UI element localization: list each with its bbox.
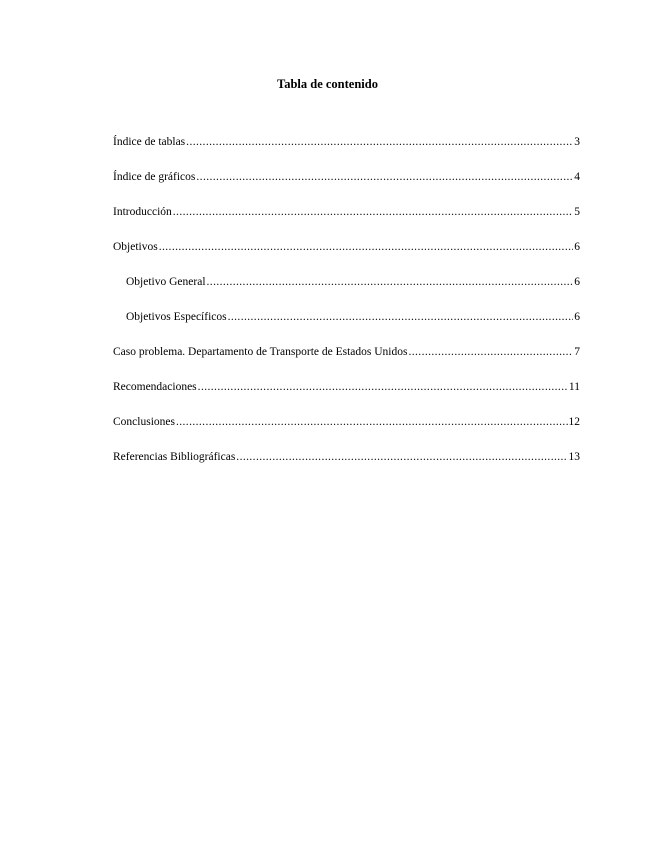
toc-entry-text: Índice de gráficos bbox=[113, 171, 196, 183]
toc-entry-page-number: 4 bbox=[574, 171, 580, 183]
toc-dot-leader bbox=[228, 309, 574, 325]
toc-entry-page-number: 6 bbox=[574, 311, 580, 323]
toc-entry-recomendaciones[interactable] bbox=[113, 379, 580, 414]
toc-dot-leader bbox=[176, 414, 568, 430]
toc-entry-text: Objetivos Específicos bbox=[126, 311, 227, 323]
toc-entry-text: Objetivos bbox=[113, 241, 158, 253]
toc-dot-leader bbox=[186, 134, 573, 150]
toc-dot-leader bbox=[159, 239, 574, 255]
toc-entry-text: Caso problema. Departamento de Transporte de Estados Unidos bbox=[113, 346, 408, 358]
toc-entry-page-number: 5 bbox=[574, 206, 580, 218]
toc-entry-text: Objetivo General bbox=[126, 276, 206, 288]
toc-entry-text: Recomendaciones bbox=[113, 381, 197, 393]
toc-entry-text: Índice de tablas bbox=[113, 136, 186, 148]
toc-dot-leader bbox=[207, 274, 574, 290]
toc-entry-text: Conclusiones bbox=[113, 416, 175, 428]
toc-dot-leader bbox=[196, 169, 573, 185]
toc-entry-referencias-bibliograficas[interactable] bbox=[113, 449, 580, 484]
toc-entry-conclusiones[interactable] bbox=[113, 414, 580, 449]
toc-entry-introduccion[interactable] bbox=[113, 204, 580, 239]
toc-entry-indice-de-graficos[interactable] bbox=[113, 169, 580, 204]
toc-dot-leader bbox=[236, 449, 567, 465]
toc-entry-text: Introducción bbox=[113, 206, 172, 218]
toc-entry-page-number: 11 bbox=[568, 381, 580, 393]
toc-entry-caso-problema[interactable] bbox=[113, 344, 580, 379]
toc-entry-page-number: 6 bbox=[574, 241, 580, 253]
toc-entry-indice-de-tablas[interactable] bbox=[113, 134, 580, 169]
toc-entry-objetivos-especificos[interactable] bbox=[113, 309, 580, 344]
toc-entry-text: Referencias Bibliográficas bbox=[113, 451, 236, 463]
toc-entry-page-number: 3 bbox=[574, 136, 580, 148]
toc-entry-objetivo-general[interactable] bbox=[113, 274, 580, 309]
toc-entry-page-number: 13 bbox=[568, 451, 580, 463]
toc-entry-page-number: 6 bbox=[574, 276, 580, 288]
toc-entry-page-number: 12 bbox=[568, 416, 580, 428]
toc-dot-leader bbox=[198, 379, 568, 395]
toc-dot-leader bbox=[173, 204, 573, 220]
toc-entry-objetivos[interactable] bbox=[113, 239, 580, 274]
toc-title: Tabla de contenido bbox=[277, 77, 378, 91]
toc-dot-leader bbox=[408, 344, 573, 360]
toc-entry-page-number: 7 bbox=[574, 346, 580, 358]
toc-list bbox=[113, 134, 580, 484]
